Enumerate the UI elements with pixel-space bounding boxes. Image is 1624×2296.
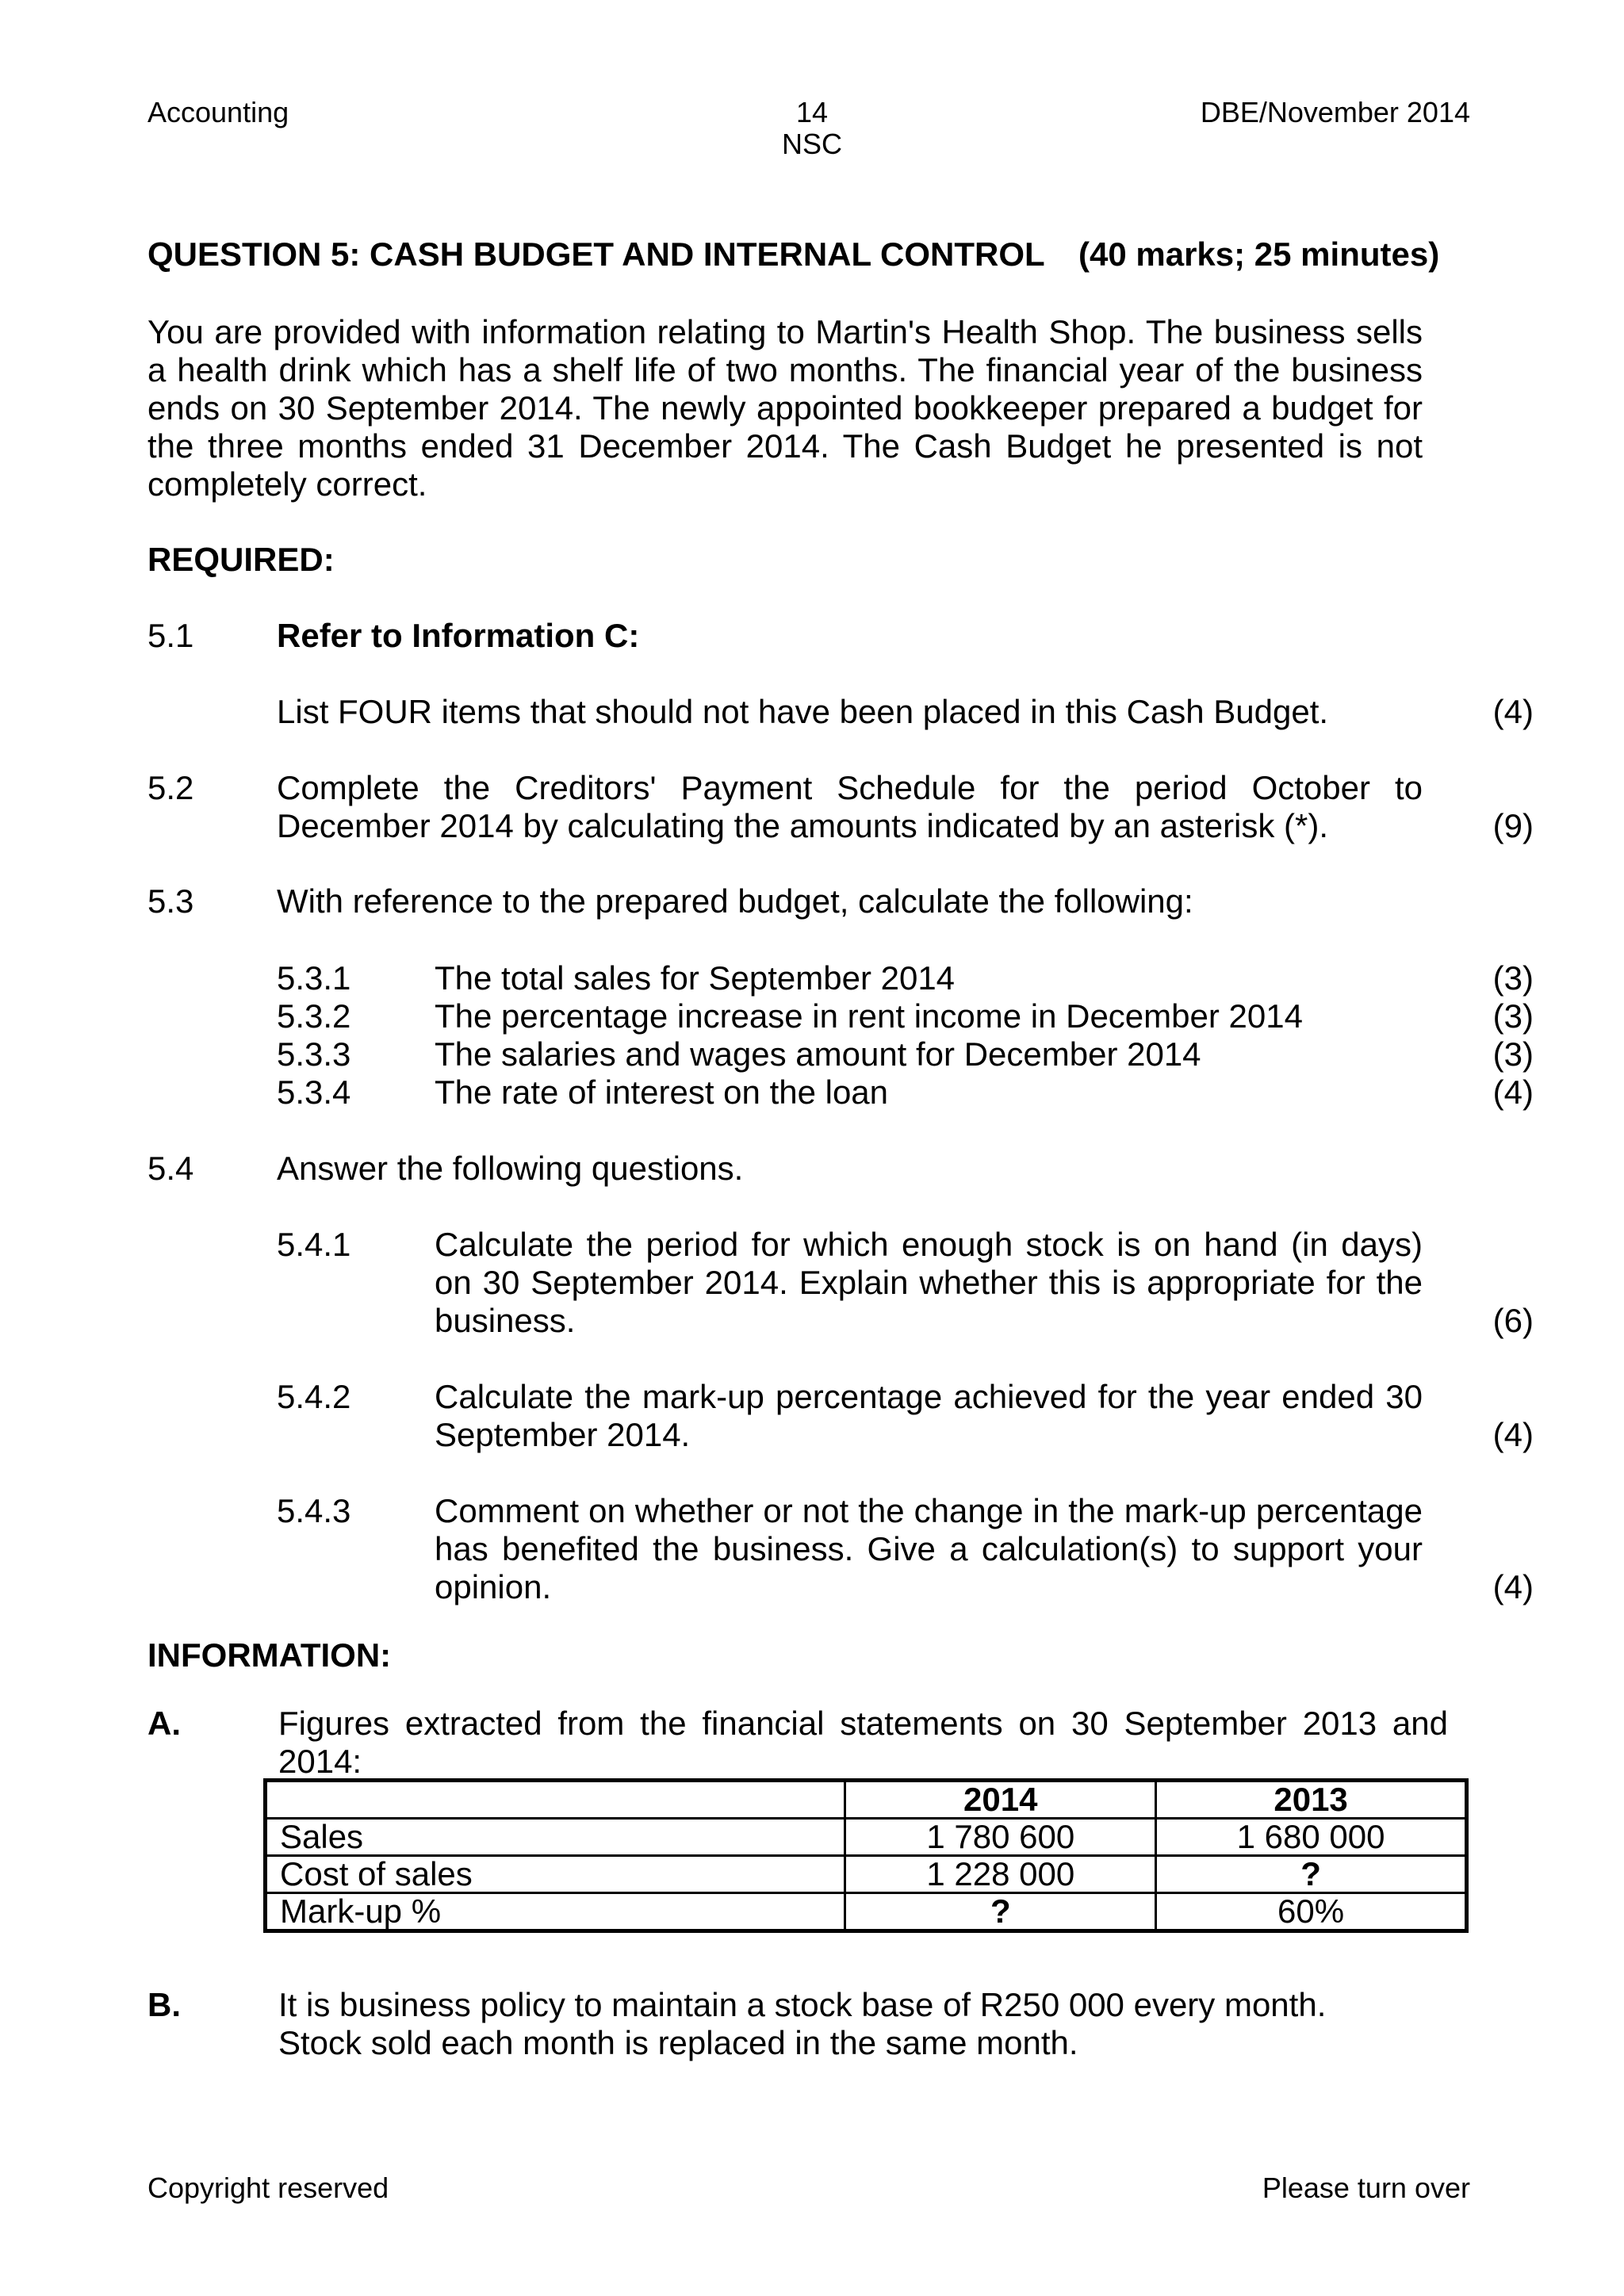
table-header-cell: 2013 [1156, 1781, 1467, 1819]
question-marks-time: (40 marks; 25 minutes) [1078, 235, 1440, 273]
q5-3-1-text: The total sales for September 2014 [435, 959, 956, 997]
q5-2-number: 5.2 [147, 769, 194, 806]
info-b-label: B. [147, 1986, 181, 2023]
q5-3-number: 5.3 [147, 882, 194, 920]
q5-3-4-marks: (4) [1492, 1073, 1534, 1111]
header-subject: Accounting [147, 96, 289, 128]
header-exam: DBE/November 2014 [1200, 96, 1470, 128]
table-cell: Mark-up % [266, 1893, 845, 1931]
table-row [266, 1856, 1467, 1893]
q5-3-1-number: 5.3.1 [277, 959, 351, 997]
q5-4-3-text: Comment on whether or not the change in the mark-up percentage has benefited the business. Give a calculation(s) to support your opinion. [435, 1492, 1423, 1605]
q5-3-3-text: The salaries and wages amount for December 2014 [435, 1035, 1201, 1073]
q5-4-1-text: Calculate the period for which enough stock is on hand (in days) on 30 September 2014. Explain whether this is appropriate for the business. [435, 1226, 1423, 1339]
table-cell: 1 228 000 [845, 1856, 1156, 1893]
footer-copyright: Copyright reserved [147, 2172, 389, 2204]
q5-2-text: Complete the Creditors' Payment Schedule for the period October to December 2014 by calculating the amounts indicated by an asterisk (*). [277, 769, 1423, 844]
table-cell: Sales [266, 1819, 845, 1856]
table-header-cell: 2014 [845, 1781, 1156, 1819]
table-cell: 60% [1156, 1893, 1467, 1931]
info-a-text: Figures extracted from the financial statements on 30 September 2013 and 2014: [278, 1705, 1448, 1780]
q5-4-1-marks: (6) [1492, 1302, 1534, 1339]
table-row [266, 1819, 1467, 1856]
info-b-line2: Stock sold each month is replaced in the same month. [278, 2024, 1078, 2061]
q5-1-text: List FOUR items that should not have been placed in this Cash Budget. [277, 693, 1329, 730]
q5-1-title: Refer to Information C: [277, 617, 640, 654]
q5-4-2-text: Calculate the mark-up percentage achieved for the year ended 30 September 2014. [435, 1378, 1423, 1453]
table-row [266, 1893, 1467, 1931]
q5-4-2-number: 5.4.2 [277, 1378, 351, 1415]
q5-3-2-text: The percentage increase in rent income in December 2014 [435, 997, 1303, 1035]
information-heading: INFORMATION: [147, 1636, 392, 1674]
question-title: QUESTION 5: CASH BUDGET AND INTERNAL CONTROL [147, 235, 1045, 273]
required-heading: REQUIRED: [147, 541, 335, 578]
q5-3-2-marks: (3) [1492, 997, 1534, 1035]
table-cell: ? [845, 1893, 1156, 1931]
table-cell: 1 780 600 [845, 1819, 1156, 1856]
table-header-row [266, 1781, 1467, 1819]
table-cell: ? [1156, 1856, 1467, 1893]
financial-figures-table [263, 1778, 1469, 1933]
q5-4-2-marks: (4) [1492, 1416, 1534, 1453]
table-header-cell [266, 1781, 845, 1819]
table-cell: 1 680 000 [1156, 1819, 1467, 1856]
footer-turn-over: Please turn over [1262, 2172, 1470, 2204]
q5-3-4-number: 5.3.4 [277, 1073, 351, 1111]
intro-paragraph: You are provided with information relating to Martin's Health Shop. The business sells a health drink which has a shelf life of two months. The financial year of the business ends on 30 September 2014. The newly appointed bookkeeper prepared a budget for the three months ended 31 December 2014. The Cash Budget he presented is not completely correct. [147, 313, 1423, 503]
header-paper: NSC [781, 128, 842, 160]
q5-3-text: With reference to the prepared budget, calculate the following: [277, 882, 1193, 920]
q5-3-4-text: The rate of interest on the loan [435, 1073, 889, 1111]
q5-1-marks: (4) [1492, 693, 1534, 730]
q5-4-number: 5.4 [147, 1150, 194, 1187]
table-cell: Cost of sales [266, 1856, 845, 1893]
q5-2-marks: (9) [1492, 807, 1534, 844]
q5-4-text: Answer the following questions. [277, 1150, 744, 1187]
q5-4-1-number: 5.4.1 [277, 1226, 351, 1263]
q5-1-number: 5.1 [147, 617, 194, 654]
info-b-line1: It is business policy to maintain a stock base of R250 000 every month. [278, 1986, 1327, 2023]
info-a-label: A. [147, 1705, 181, 1742]
q5-3-3-number: 5.3.3 [277, 1035, 351, 1073]
q5-3-1-marks: (3) [1492, 959, 1534, 997]
q5-3-2-number: 5.3.2 [277, 997, 351, 1035]
header-page-number: 14 [795, 96, 829, 128]
q5-3-3-marks: (3) [1492, 1035, 1534, 1073]
q5-4-3-marks: (4) [1492, 1568, 1534, 1605]
q5-4-3-number: 5.4.3 [277, 1492, 351, 1529]
